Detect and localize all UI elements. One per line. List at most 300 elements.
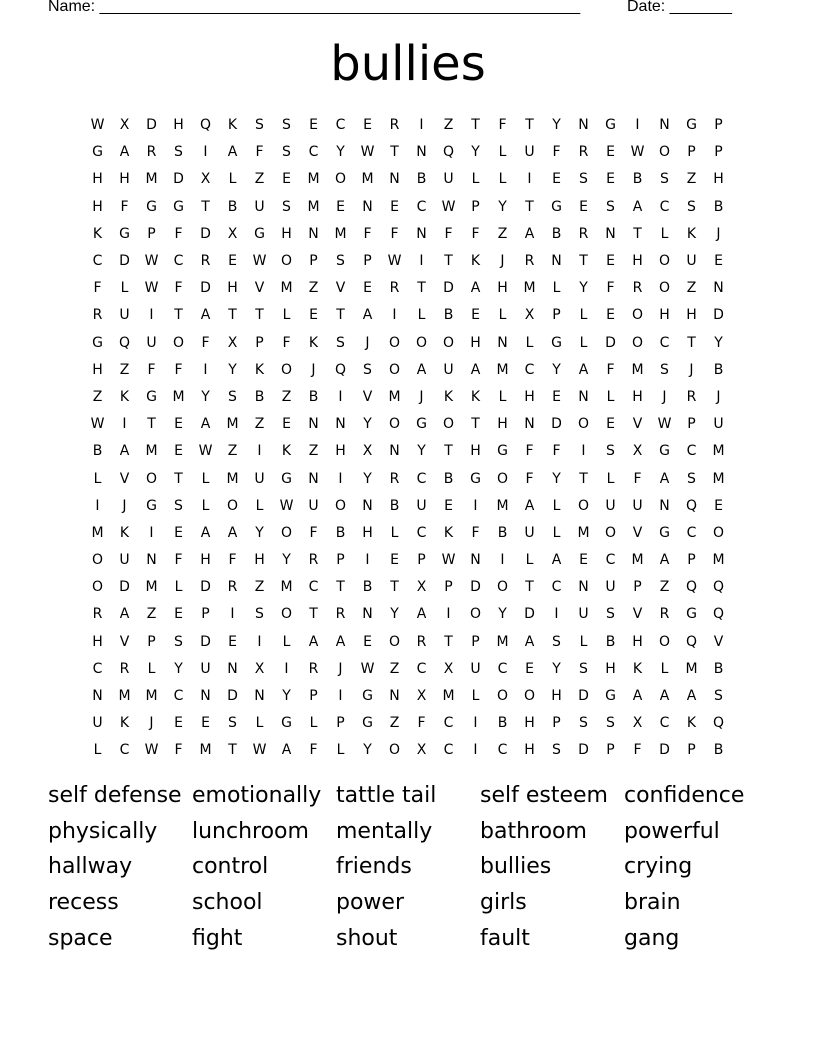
grid-letter: U	[92, 715, 103, 732]
grid-row	[84, 302, 732, 329]
grid-letter: G	[686, 117, 697, 134]
grid-letter: X	[200, 171, 211, 188]
grid-letter: W	[90, 416, 105, 433]
grid-letter: C	[686, 524, 697, 541]
grid-letter: S	[174, 144, 183, 161]
grid-letter: H	[200, 552, 211, 569]
grid-letter: F	[552, 443, 561, 460]
grid-letter: N	[254, 688, 265, 705]
grid-letter: X	[416, 579, 427, 596]
grid-letter: W	[144, 742, 159, 759]
grid-letter: V	[119, 633, 130, 650]
grid-letter: U	[146, 334, 157, 351]
grid-letter: E	[174, 443, 183, 460]
grid-letter: Y	[471, 144, 480, 161]
grid-letter: F	[633, 742, 642, 759]
grid-letter: H	[470, 443, 481, 460]
grid-letter: K	[119, 524, 130, 541]
word-bank-row	[48, 849, 768, 885]
grid-letter: F	[93, 280, 102, 297]
grid-letter: B	[443, 470, 454, 487]
grid-row	[84, 601, 732, 628]
grid-letter: H	[524, 742, 535, 759]
grid-letter: T	[201, 198, 210, 215]
grid-letter: A	[416, 606, 427, 623]
grid-letter: R	[389, 117, 400, 134]
grid-letter: F	[282, 334, 291, 351]
grid-letter: E	[228, 633, 237, 650]
grid-letter: L	[498, 144, 507, 161]
grid-letter: T	[444, 443, 453, 460]
grid-letter: W	[144, 280, 159, 297]
grid-letter: W	[387, 253, 402, 270]
grid-letter: M	[145, 171, 158, 188]
word-bank-item: mentally	[336, 818, 433, 844]
grid-letter: E	[309, 307, 318, 324]
grid-letter: J	[716, 388, 721, 405]
grid-letter: D	[200, 280, 211, 297]
grid-letter: L	[390, 524, 399, 541]
grid-row	[84, 520, 732, 547]
grid-letter: X	[119, 117, 130, 134]
grid-letter: K	[686, 225, 697, 242]
grid-letter: U	[308, 497, 319, 514]
grid-letter: C	[92, 660, 103, 677]
letter-grid	[84, 112, 732, 765]
grid-letter: B	[443, 307, 454, 324]
grid-row	[84, 194, 732, 221]
grid-letter: D	[659, 742, 670, 759]
grid-letter: D	[605, 334, 616, 351]
grid-letter: S	[336, 334, 345, 351]
grid-letter: J	[662, 388, 667, 405]
grid-letter: O	[334, 171, 347, 188]
grid-letter: M	[496, 497, 509, 514]
grid-letter: B	[713, 660, 724, 677]
grid-letter: U	[578, 606, 589, 623]
grid-letter: T	[417, 280, 426, 297]
grid-letter: O	[577, 497, 590, 514]
grid-letter: D	[227, 688, 238, 705]
word-bank-item: space	[48, 925, 113, 951]
grid-letter: I	[446, 606, 451, 623]
grid-letter: M	[523, 280, 536, 297]
grid-letter: G	[254, 225, 265, 242]
grid-letter: E	[525, 660, 534, 677]
grid-letter: V	[254, 280, 265, 297]
grid-letter: P	[687, 742, 696, 759]
grid-letter: Z	[443, 117, 454, 134]
grid-letter: U	[119, 552, 130, 569]
grid-letter: S	[579, 171, 588, 188]
grid-letter: G	[362, 688, 373, 705]
grid-letter: V	[713, 633, 724, 650]
grid-letter: L	[282, 633, 291, 650]
grid-letter: B	[497, 524, 508, 541]
grid-letter: A	[200, 416, 211, 433]
grid-letter: D	[443, 280, 454, 297]
grid-letter: U	[605, 497, 616, 514]
grid-letter: C	[416, 524, 427, 541]
grid-letter: O	[91, 552, 104, 569]
grid-letter: A	[524, 633, 535, 650]
grid-letter: J	[716, 225, 721, 242]
grid-letter: R	[578, 225, 589, 242]
grid-letter: S	[282, 144, 291, 161]
grid-letter: Z	[254, 171, 265, 188]
grid-letter: F	[309, 524, 318, 541]
grid-letter: U	[443, 171, 454, 188]
grid-letter: R	[308, 552, 319, 569]
grid-letter: T	[336, 579, 345, 596]
grid-letter: H	[173, 117, 184, 134]
grid-letter: U	[713, 416, 724, 433]
grid-row	[84, 275, 732, 302]
grid-letter: O	[226, 497, 239, 514]
grid-letter: A	[119, 144, 130, 161]
grid-letter: L	[147, 660, 156, 677]
grid-letter: O	[496, 579, 509, 596]
grid-letter: E	[714, 497, 723, 514]
grid-letter: Y	[363, 416, 372, 433]
grid-letter: T	[471, 117, 480, 134]
grid-letter: S	[336, 253, 345, 270]
grid-letter: Q	[334, 361, 347, 378]
grid-letter: J	[338, 660, 343, 677]
grid-letter: D	[470, 579, 481, 596]
grid-letter: G	[605, 117, 616, 134]
grid-letter: F	[174, 225, 183, 242]
grid-row	[84, 411, 732, 438]
grid-letter: T	[687, 334, 696, 351]
grid-letter: A	[524, 225, 535, 242]
grid-row	[84, 357, 732, 384]
grid-letter: F	[606, 361, 615, 378]
grid-letter: L	[525, 552, 534, 569]
grid-letter: Y	[336, 144, 345, 161]
grid-letter: A	[659, 470, 670, 487]
grid-letter: D	[146, 117, 157, 134]
grid-letter: A	[470, 280, 481, 297]
grid-letter: F	[552, 144, 561, 161]
grid-letter: N	[659, 497, 670, 514]
grid-letter: O	[388, 416, 401, 433]
grid-letter: N	[146, 552, 157, 569]
grid-letter: I	[554, 606, 559, 623]
grid-letter: I	[95, 497, 100, 514]
grid-letter: G	[281, 715, 292, 732]
grid-letter: O	[280, 524, 293, 541]
grid-letter: W	[144, 253, 159, 270]
grid-letter: Z	[686, 171, 697, 188]
grid-letter: L	[579, 334, 588, 351]
grid-letter: P	[309, 253, 318, 270]
grid-letter: G	[362, 715, 373, 732]
grid-letter: K	[227, 117, 238, 134]
grid-letter: D	[524, 606, 535, 623]
grid-letter: D	[119, 253, 130, 270]
grid-letter: C	[524, 361, 535, 378]
word-bank-item: confidence	[624, 783, 745, 809]
grid-letter: Q	[712, 606, 725, 623]
grid-letter: A	[119, 443, 130, 460]
grid-letter: M	[307, 198, 320, 215]
grid-letter: H	[551, 688, 562, 705]
grid-letter: X	[227, 334, 238, 351]
grid-letter: R	[659, 606, 670, 623]
grid-letter: X	[443, 660, 454, 677]
grid-letter: J	[122, 497, 127, 514]
grid-letter: U	[119, 307, 130, 324]
grid-letter: M	[685, 660, 698, 677]
grid-letter: I	[473, 742, 478, 759]
grid-letter: H	[605, 660, 616, 677]
grid-letter: T	[579, 253, 588, 270]
grid-letter: M	[496, 361, 509, 378]
grid-letter: I	[419, 253, 424, 270]
grid-letter: I	[122, 416, 127, 433]
grid-letter: I	[257, 443, 262, 460]
grid-letter: E	[606, 171, 615, 188]
grid-letter: T	[390, 144, 399, 161]
grid-letter: S	[687, 470, 696, 487]
grid-letter: L	[309, 715, 318, 732]
grid-letter: O	[658, 280, 671, 297]
grid-letter: K	[92, 225, 103, 242]
grid-letter: L	[552, 524, 561, 541]
grid-letter: O	[388, 633, 401, 650]
grid-letter: I	[419, 117, 424, 134]
grid-letter: S	[174, 497, 183, 514]
grid-letter: M	[334, 225, 347, 242]
grid-letter: K	[632, 660, 643, 677]
grid-letter: Y	[363, 470, 372, 487]
grid-letter: L	[498, 388, 507, 405]
grid-letter: T	[525, 198, 534, 215]
grid-letter: C	[92, 253, 103, 270]
grid-letter: E	[282, 171, 291, 188]
grid-letter: L	[93, 470, 102, 487]
grid-letter: I	[284, 660, 289, 677]
grid-letter: U	[416, 497, 427, 514]
grid-letter: S	[606, 443, 615, 460]
grid-letter: S	[282, 198, 291, 215]
word-bank-item: physically	[48, 818, 158, 844]
grid-letter: P	[552, 307, 561, 324]
grid-letter: C	[551, 579, 562, 596]
grid-letter: S	[282, 117, 291, 134]
grid-letter: G	[146, 388, 157, 405]
grid-letter: M	[361, 171, 374, 188]
grid-letter: K	[686, 715, 697, 732]
grid-letter: P	[147, 225, 156, 242]
grid-letter: O	[442, 416, 455, 433]
grid-letter: O	[658, 253, 671, 270]
grid-letter: F	[471, 225, 480, 242]
grid-letter: Y	[552, 117, 561, 134]
grid-letter: W	[90, 117, 105, 134]
grid-letter: G	[173, 198, 184, 215]
grid-letter: Z	[308, 443, 319, 460]
grid-letter: M	[631, 552, 644, 569]
grid-letter: S	[606, 198, 615, 215]
grid-letter: A	[470, 361, 481, 378]
word-bank-item: fight	[192, 925, 243, 951]
grid-letter: G	[281, 470, 292, 487]
grid-letter: I	[338, 470, 343, 487]
grid-letter: E	[579, 198, 588, 215]
grid-letter: W	[198, 443, 213, 460]
grid-letter: P	[552, 715, 561, 732]
grid-letter: W	[252, 742, 267, 759]
grid-letter: J	[311, 361, 316, 378]
grid-letter: L	[201, 497, 210, 514]
grid-letter: F	[471, 524, 480, 541]
grid-letter: I	[230, 606, 235, 623]
grid-letter: B	[605, 633, 616, 650]
grid-letter: S	[714, 688, 723, 705]
grid-letter: L	[579, 633, 588, 650]
grid-letter: P	[309, 688, 318, 705]
grid-letter: N	[578, 388, 589, 405]
grid-letter: C	[308, 144, 319, 161]
grid-letter: J	[689, 361, 694, 378]
grid-letter: Z	[254, 416, 265, 433]
grid-letter: C	[659, 334, 670, 351]
grid-letter: Y	[282, 552, 291, 569]
grid-letter: H	[524, 388, 535, 405]
grid-letter: P	[471, 633, 480, 650]
grid-letter: B	[416, 171, 427, 188]
grid-letter: V	[632, 606, 643, 623]
grid-letter: F	[201, 334, 210, 351]
word-bank-item: powerful	[624, 818, 720, 844]
grid-letter: M	[145, 443, 158, 460]
grid-letter: B	[389, 497, 400, 514]
grid-letter: T	[309, 606, 318, 623]
grid-letter: B	[497, 715, 508, 732]
grid-letter: F	[255, 144, 264, 161]
grid-letter: Y	[255, 524, 264, 541]
grid-letter: P	[471, 198, 480, 215]
grid-letter: O	[469, 606, 482, 623]
grid-letter: F	[498, 117, 507, 134]
grid-letter: E	[363, 633, 372, 650]
grid-letter: N	[389, 688, 400, 705]
grid-letter: B	[92, 443, 103, 460]
grid-letter: P	[633, 579, 642, 596]
grid-letter: R	[146, 144, 157, 161]
grid-letter: E	[606, 307, 615, 324]
grid-letter: T	[579, 470, 588, 487]
grid-letter: Q	[118, 334, 131, 351]
grid-letter: F	[417, 715, 426, 732]
grid-letter: X	[632, 443, 643, 460]
grid-letter: C	[497, 660, 508, 677]
grid-letter: R	[227, 579, 238, 596]
grid-letter: P	[687, 416, 696, 433]
word-bank-item: self esteem	[480, 783, 608, 809]
grid-letter: G	[686, 606, 697, 623]
grid-letter: A	[308, 633, 319, 650]
grid-letter: Q	[685, 633, 698, 650]
grid-letter: F	[633, 470, 642, 487]
grid-letter: Q	[199, 117, 212, 134]
grid-letter: I	[473, 715, 478, 732]
grid-letter: S	[255, 606, 264, 623]
grid-letter: G	[92, 334, 103, 351]
grid-letter: R	[524, 253, 535, 270]
grid-letter: G	[551, 334, 562, 351]
grid-row	[84, 166, 732, 193]
grid-letter: E	[606, 144, 615, 161]
grid-row	[84, 737, 732, 764]
grid-letter: N	[470, 552, 481, 569]
grid-letter: D	[578, 688, 589, 705]
grid-letter: R	[92, 307, 103, 324]
grid-letter: C	[173, 688, 184, 705]
word-bank-row	[48, 814, 768, 850]
grid-letter: B	[713, 742, 724, 759]
grid-letter: L	[336, 742, 345, 759]
grid-letter: H	[713, 171, 724, 188]
grid-letter: L	[417, 307, 426, 324]
grid-letter: J	[419, 388, 424, 405]
grid-letter: J	[149, 715, 154, 732]
grid-letter: L	[579, 307, 588, 324]
grid-letter: O	[280, 606, 293, 623]
grid-letter: D	[173, 171, 184, 188]
grid-letter: L	[174, 579, 183, 596]
grid-letter: E	[714, 253, 723, 270]
grid-letter: O	[91, 579, 104, 596]
grid-letter: W	[279, 497, 294, 514]
grid-letter: E	[282, 416, 291, 433]
grid-letter: B	[632, 171, 643, 188]
grid-letter: G	[119, 225, 130, 242]
grid-letter: Q	[685, 579, 698, 596]
grid-letter: U	[443, 361, 454, 378]
grid-letter: G	[470, 470, 481, 487]
grid-letter: Y	[417, 443, 426, 460]
grid-letter: W	[441, 552, 456, 569]
grid-letter: H	[524, 715, 535, 732]
grid-letter: N	[200, 688, 211, 705]
word-bank-item: shout	[336, 925, 398, 951]
grid-letter: K	[119, 388, 130, 405]
grid-letter: L	[498, 171, 507, 188]
grid-letter: P	[444, 579, 453, 596]
grid-letter: A	[362, 307, 373, 324]
grid-letter: N	[578, 579, 589, 596]
grid-letter: A	[524, 497, 535, 514]
grid-letter: E	[174, 416, 183, 433]
grid-letter: H	[659, 307, 670, 324]
grid-letter: M	[91, 524, 104, 541]
grid-letter: Y	[390, 606, 399, 623]
grid-row	[84, 547, 732, 574]
word-bank-item: hallway	[48, 854, 133, 880]
grid-letter: B	[308, 388, 319, 405]
grid-letter: S	[606, 715, 615, 732]
grid-letter: C	[416, 198, 427, 215]
grid-letter: B	[254, 388, 265, 405]
grid-letter: T	[228, 742, 237, 759]
grid-letter: I	[473, 497, 478, 514]
word-bank-item: control	[192, 854, 269, 880]
grid-letter: N	[578, 117, 589, 134]
grid-letter: S	[255, 117, 264, 134]
